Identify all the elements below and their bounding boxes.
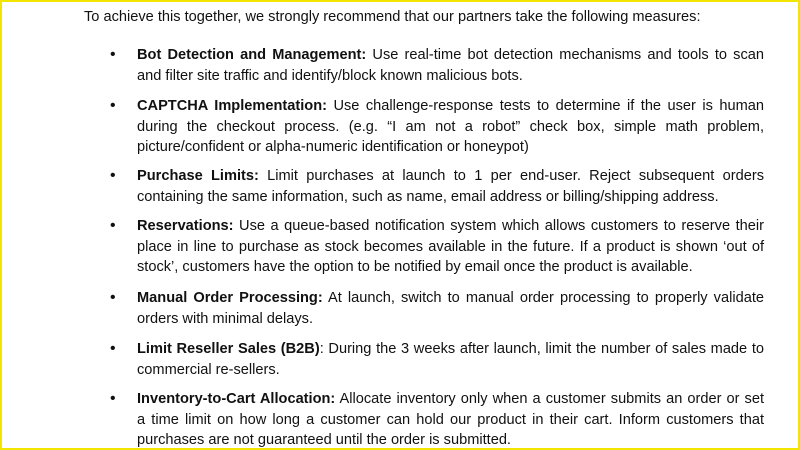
list-item-body: Use a queue-based notification system which allows customers to reserve their place in line to purchase as stock becomes available in the future. If a product is shown ‘out of stock’, customers have the option to be notified by email once the product is available.: [137, 218, 764, 275]
list-item-text: [137, 166, 764, 207]
bullet-icon: •: [110, 390, 116, 407]
list-item-body: Use challenge-response tests to determine if the user is human during the checkout process. (e.g. “I am not a robot” check box, simple math problem, picture/confident or alpha-numeric identification or honeypot): [137, 98, 764, 155]
intro-paragraph: To achieve this together, we strongly recommend that our partners take the following measures:: [84, 9, 701, 25]
list-item-text: [137, 389, 764, 450]
list-item-body: Allocate inventory only when a customer submits an order or set a time limit on how long a customer can hold our product in their cart. Inform customers that purchases are not guaranteed until the order is submitted.: [137, 391, 764, 448]
bullet-icon: •: [110, 340, 116, 357]
list-item-heading: Inventory-to-Cart Allocation:: [137, 391, 336, 407]
bullet-icon: •: [110, 167, 116, 184]
list-item-heading: CAPTCHA Implementation:: [137, 98, 327, 114]
list-item-body: : During the 3 weeks after launch, limit the number of sales made to commercial re-sellers.: [137, 341, 764, 378]
list-item-heading: Reservations:: [137, 218, 234, 234]
list-item-body: Use real-time bot detection mechanisms and tools to scan and filter site traffic and identify/block known malicious bots.: [137, 47, 764, 84]
list-item-text: [137, 45, 764, 86]
list-item-text: [137, 288, 764, 329]
list-item-manual-order-processing: [110, 288, 764, 329]
list-item-heading: Limit Reseller Sales (B2B): [137, 341, 320, 357]
list-item-reservations: [110, 216, 764, 278]
list-item-bot-detection: [110, 45, 764, 86]
list-item-body: At launch, switch to manual order processing to properly validate orders with minimal delays.: [137, 290, 764, 327]
bullet-icon: •: [110, 289, 116, 306]
list-item-text: [137, 216, 764, 278]
list-item-purchase-limits: [110, 166, 764, 207]
bullet-icon: •: [110, 217, 116, 234]
list-item-text: [137, 96, 764, 158]
list-item-captcha: [110, 96, 764, 158]
list-item-limit-reseller-sales: [110, 339, 764, 380]
list-item-text: [137, 339, 764, 380]
list-item-heading: Bot Detection and Management:: [137, 47, 367, 63]
list-item-inventory-to-cart: [110, 389, 764, 450]
list-item-heading: Manual Order Processing:: [137, 290, 323, 306]
bullet-icon: •: [110, 97, 116, 114]
list-item-body: Limit purchases at launch to 1 per end-user. Reject subsequent orders containing the same information, such as name, email address or billing/shipping address.: [137, 168, 764, 205]
list-item-heading: Purchase Limits:: [137, 168, 259, 184]
bullet-icon: •: [110, 46, 116, 63]
